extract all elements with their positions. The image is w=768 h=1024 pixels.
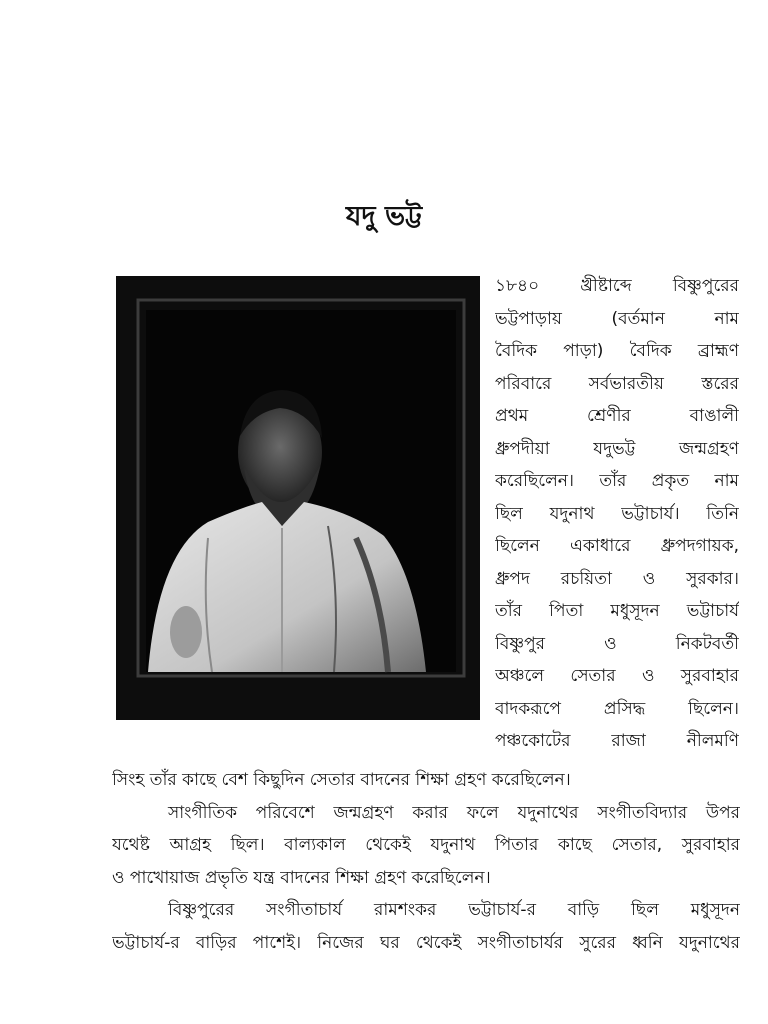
side-line: বৈদিক পাড়া) বৈদিক ব্রাহ্মণ (495, 341, 739, 361)
side-line: ভট্টপাড়ায় (বর্তমান নাম (495, 308, 739, 329)
body-line: সিংহ তাঁর কাছে বেশ কিছুদিন সেতার বাদনের শিক্ষা গ্রহণ করেছিলেন। (112, 770, 571, 790)
body-paragraphs (112, 764, 740, 959)
portrait-image (116, 276, 480, 720)
page-title: যদু ভট্ট (345, 201, 423, 232)
body-line: ভট্টাচার্য-র বাড়ির পাশেই। নিজের ঘর থেকেই সংগীতাচার্যর সুরের ধ্বনি যদুনাথের (112, 932, 740, 953)
side-line: বিষ্ণুপুর ও নিকটবর্তী (495, 633, 739, 654)
side-line: ছিলেন একাধারে ধ্রুপদগায়ক, (495, 536, 739, 556)
side-line: পঞ্চকোটের রাজা নীলমণি (495, 731, 739, 751)
side-line: প্রথম শ্রেণীর বাঙালী (495, 406, 739, 426)
side-line: বাদকরূপে প্রসিদ্ধ ছিলেন। (495, 698, 739, 719)
body-line: সাংগীতিক পরিবেশে জন্মগ্রহণ করার ফলে যদুনাথের সংগীতবিদ্যার উপর (168, 802, 740, 823)
side-line: ধ্রুপদ রচয়িতা ও সুরকার। (495, 568, 739, 589)
side-line: ১৮৪০ খ্রীষ্টাব্দে বিষ্ণুপুরের (495, 276, 739, 296)
side-line: ছিল যদুনাথ ভট্টাচার্য। তিনি (495, 503, 739, 524)
portrait-photo (116, 276, 480, 720)
side-paragraph (495, 270, 739, 758)
side-line: পরিবারে সর্বভারতীয় স্তরের (495, 373, 739, 394)
body-line: বিষ্ণুপুরের সংগীতাচার্য রামশংকর ভট্টাচার্য-র বাড়ি ছিল মধুসূদন (168, 900, 740, 920)
body-line: ও পাখোয়াজ প্রভৃতি যন্ত্র বাদনের শিক্ষা গ্রহণ করেছিলেন। (112, 867, 491, 888)
side-line: করেছিলেন। তাঁর প্রকৃত নাম (495, 471, 739, 491)
side-line: অঞ্চলে সেতার ও সুরবাহার (495, 666, 739, 686)
body-line: যথেষ্ট আগ্রহ ছিল। বাল্যকাল থেকেই যদুনাথ পিতার কাছে সেতার, সুরবাহার (112, 835, 740, 855)
side-line: তাঁর পিতা মধুসূদন ভট্টাচার্য (495, 601, 739, 621)
side-line: ধ্রুপদীয়া যদুভট্ট জন্মগ্রহণ (495, 438, 739, 459)
